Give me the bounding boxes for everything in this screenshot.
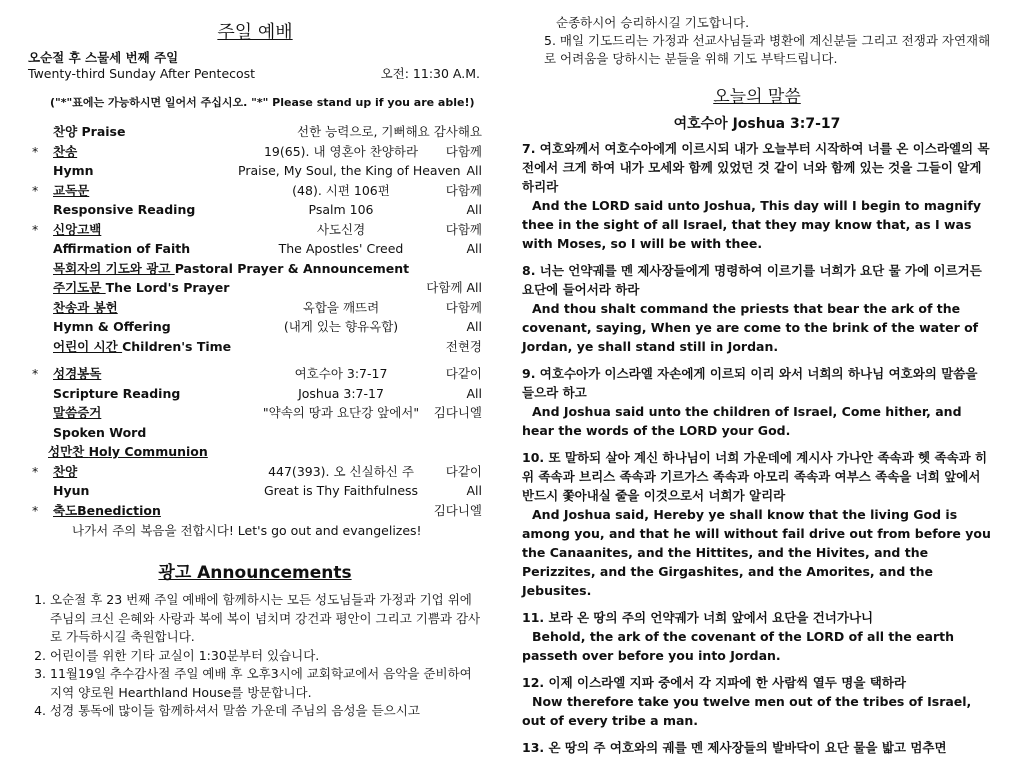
order-item-detail: Psalm 106 <box>308 202 374 217</box>
order-item-label: 성경봉독 <box>53 366 102 381</box>
subtitle-english: Twenty-third Sunday After Pentecost <box>28 66 256 81</box>
order-row <box>28 181 482 201</box>
order-item-detail: "약속의 땅과 요단강 앞에서" <box>262 405 420 420</box>
stand-marker: * <box>32 463 39 479</box>
order-row <box>28 337 482 357</box>
order-row <box>28 317 482 337</box>
order-item-detail: 447(393). 오 신실하신 주 <box>268 463 414 479</box>
announcement-item: 1. 오순절 후 23 번째 주일 예배에 함께하시는 모든 성도님들과 가정과 기업 위에 주님의 크신 은혜와 사랑과 복에 복이 넘치며 강건과 평안이 그리고 기쁨과 감사로 가득하시길 축원합니다. <box>50 591 482 647</box>
order-item-leader: All <box>466 241 482 256</box>
order-row <box>28 364 482 384</box>
todays-word-title: 오늘의 말씀 <box>713 87 801 107</box>
standing-note: ("*"표에는 가능하시면 일어서 주십시오. "*" Please stand up if you are able!) <box>50 96 475 109</box>
order-item-detail: Joshua 3:7-17 <box>298 385 384 401</box>
order-row <box>28 501 482 521</box>
verse-korean: 10. 또 말하되 살아 계신 하나님이 너희 가운데에 계시사 가나안 족속과 헷 족속과 히위 족속과 브리스 족속과 기르가스 족속과 아모리 족속과 여부스 족속을 너희 앞에서 반드시 쫓아내실 줄을 이것으로서 너희가 알리라 <box>522 450 988 503</box>
order-item-leader: 선한 능력으로, 기뻐해요 감사해요 <box>297 124 482 139</box>
service-time: 오전: 11:30 A.M. <box>380 66 480 81</box>
order-item-leader: All <box>466 483 482 498</box>
order-item-leader: 다같이 <box>445 366 482 381</box>
order-row <box>28 481 482 501</box>
order-item-detail: (내게 있는 향유옥합) <box>283 319 399 334</box>
order-item-label: 주기도문 The Lord's Prayer <box>53 280 230 295</box>
verse <box>522 261 992 356</box>
verse <box>522 448 992 600</box>
announcements-title: 광고 Announcements <box>158 563 352 583</box>
order-item-detail: 사도신경 <box>316 221 366 237</box>
order-item-leader: 전현경 <box>445 338 482 354</box>
verse-korean: 7. 여호와께서 여호수아에게 이르시되 내가 오늘부터 시작하여 너를 온 이스라엘의 목전에서 크게 하여 내가 모세와 함께 있었던 것 같이 너와 함께 있는 것을 그들이 알게 하리라 <box>522 141 990 194</box>
stand-marker: * <box>32 221 39 237</box>
order-item-leader: 다함께 <box>445 299 482 315</box>
order-row <box>28 298 482 318</box>
order-item-label: Responsive Reading <box>53 202 196 217</box>
order-item-leader: 다함께 <box>445 143 482 159</box>
order-row <box>28 142 482 162</box>
worship-title: 주일 예배 <box>217 22 293 43</box>
order-item-label: 축도Benediction <box>53 502 161 518</box>
verse <box>522 139 992 253</box>
order-row <box>28 239 482 259</box>
order-item-label: 찬양 <box>53 463 78 479</box>
announcement-item: 2. 어린이를 위한 기타 교실이 1:30분부터 있습니다. <box>50 647 482 666</box>
order-item-leader: 다함께 <box>445 182 482 198</box>
order-item-label: Hymn & Offering <box>53 319 171 334</box>
verse-korean: 12. 이제 이스라엘 지파 중에서 각 지파에 한 사람씩 열두 명을 택하라 <box>522 675 906 690</box>
order-item-leader: All <box>466 163 482 178</box>
passage-reference: 여호수아 Joshua 3:7-17 <box>673 116 841 132</box>
order-item-label: 신앙고백 <box>53 221 102 237</box>
scripture-verses <box>522 139 992 757</box>
order-item-detail: Praise, My Soul, the King of Heaven <box>238 163 461 178</box>
order-item-label: 말씀증거 <box>53 405 102 420</box>
order-item-label: 찬양 Praise <box>53 124 126 139</box>
order-row <box>28 122 482 142</box>
order-item-detail: 여호수아 3:7-17 <box>294 366 388 381</box>
right-column <box>522 14 992 765</box>
order-of-worship <box>28 122 482 520</box>
order-row <box>28 259 482 279</box>
order-row <box>28 462 482 482</box>
order-row <box>28 220 482 240</box>
order-item-label: 어린이 시간 Children's Time <box>53 338 232 354</box>
verse-english: And Joshua said unto the children of Israel, Come hither, and hear the words of the LORD your God. <box>522 404 962 438</box>
order-item-label: Hyun <box>53 483 90 498</box>
order-item-label: 목회자의 기도와 광고 Pastoral Prayer & Announcement <box>53 260 410 276</box>
order-item-label: Hymn <box>53 163 94 178</box>
verse-english: And Joshua said, Hereby ye shall know that the living God is among you, and that he will without fail drive out from before you the Canaanites, and the Hittites, and the Hivites, and the Perizzites, and the Girgashites, and the Amorites, and the Jebusites. <box>522 507 991 598</box>
verse-korean: 11. 보라 온 땅의 주의 언약궤가 너희 앞에서 요단을 건너가나니 <box>522 610 874 625</box>
left-column <box>28 14 482 721</box>
order-row <box>28 423 482 443</box>
order-item-label: 교독문 <box>53 182 90 198</box>
order-row <box>28 403 482 423</box>
order-item-label: Scripture Reading <box>53 385 181 401</box>
order-item-label: Affirmation of Faith <box>53 241 191 256</box>
announcement-item: 4. 성경 통독에 많이들 함께하셔서 말씀 가운데 주님의 음성을 듣으시고 <box>50 702 482 721</box>
stand-marker: * <box>32 182 39 198</box>
stand-marker: * <box>32 366 39 381</box>
order-item-detail: 옥합을 깨뜨려 <box>302 299 380 315</box>
verse <box>522 608 992 665</box>
order-item-leader: 김다니엘 <box>433 502 482 518</box>
order-row <box>28 384 482 404</box>
order-row <box>28 200 482 220</box>
order-item-leader: All <box>466 202 482 217</box>
order-item-leader: 김다니엘 <box>433 405 482 420</box>
order-item-detail: 19(65). 내 영혼아 찬양하라 <box>263 143 419 159</box>
verse-english: Now therefore take you twelve men out of the tribes of Israel, out of every tribe a man. <box>522 694 972 728</box>
verse-english: Behold, the ark of the covenant of the LORD of all the earth passeth over before you into Jordan. <box>522 629 955 663</box>
subtitle-english-row <box>28 66 482 82</box>
announcement-item-5: 5. 매일 기도드리는 가정과 선교사님들과 병환에 계신분들 그리고 전쟁과 자연재해로 어려움을 당하시는 분들을 위해 기도 부탁드립니다. <box>544 33 991 66</box>
order-item-label: 성만찬 Holy Communion <box>48 444 208 459</box>
order-item-leader: 다함께 All <box>426 280 482 295</box>
verse <box>522 738 992 757</box>
verse <box>522 673 992 730</box>
order-item-label: 찬송과 봉헌 <box>53 299 118 315</box>
order-item-leader: All <box>466 319 482 334</box>
order-item-label: Spoken Word <box>53 424 147 440</box>
order-row <box>28 161 482 181</box>
stand-marker: * <box>32 502 39 518</box>
order-item-detail: The Apostles' Creed <box>278 241 404 256</box>
order-item-detail: Great is Thy Faithfulness <box>263 483 419 498</box>
verse-korean: 8. 너는 언약궤를 멘 제사장들에게 명령하여 이르기를 너희가 요단 물 가에 이르거든 요단에 들어서라 하라 <box>522 263 982 297</box>
verse <box>522 364 992 440</box>
verse-korean: 13. 온 땅의 주 여호와의 궤를 멘 제사장들의 발바닥이 요단 물을 밟고 멈추면 <box>522 740 947 755</box>
order-item-detail: (48). 시편 106편 <box>292 182 390 198</box>
order-item-label: 찬송 <box>53 143 78 159</box>
verse-korean: 9. 여호수아가 이스라엘 자손에게 이르되 이리 와서 너희의 하나님 여호와의 말씀을 들으라 하고 <box>522 366 978 400</box>
order-row <box>28 442 482 462</box>
verse-english: And thou shalt command the priests that bear the ark of the covenant, saying, When ye are come to the brink of the water of Jordan, ye shall stand still in Jordan. <box>522 301 979 354</box>
closing-line: 나가서 주의 복음을 전합시다! Let's go out and evangelizes! <box>72 523 422 538</box>
order-item-leader: All <box>466 385 482 401</box>
order-item-leader: 다함께 <box>445 221 482 237</box>
order-item-leader: 다같이 <box>445 463 482 479</box>
announcement-item: 3. 11월19일 추수감사절 주일 예배 후 오후3시에 교회학교에서 음악을 준비하여 지역 양로원 Hearthland House를 방문합니다. <box>50 665 482 702</box>
verse-english: And the LORD said unto Joshua, This day will I begin to magnify thee in the sight of all Israel, that they may know that, as I was with Moses, so I will be with thee. <box>522 198 982 251</box>
announcement-4-continued: 순종하시어 승리하시길 기도합니다. <box>556 15 750 30</box>
order-row <box>28 278 482 298</box>
subtitle-korean: 오순절 후 스물세 번째 주일 <box>28 50 179 65</box>
stand-marker: * <box>32 143 39 159</box>
announcements-list <box>28 591 482 721</box>
